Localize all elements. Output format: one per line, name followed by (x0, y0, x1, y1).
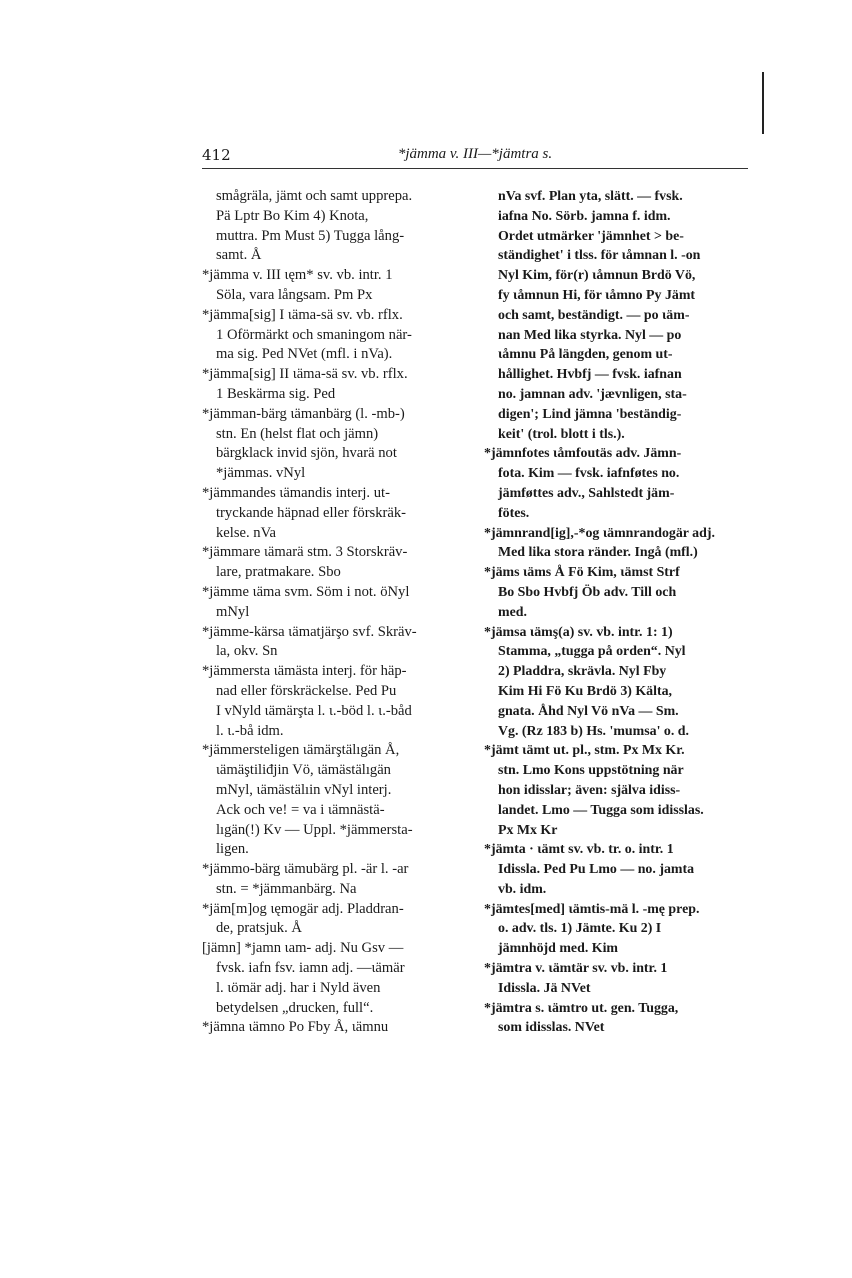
entry-line: 1 Beskärma sig. Ped (216, 385, 336, 402)
entry-line: *jämnrand[ig],-*og ɩämnrandogär adj. (484, 525, 715, 541)
entry-line: jämføttes adv., Sahlstedt jäm- (498, 485, 675, 501)
entry-line: *jämta · ɩämt sv. vb. tr. o. intr. 1 (484, 842, 674, 858)
dictionary-entry (202, 583, 474, 623)
entry-line: 2) Pladdra, skrävla. Nyl Fby (498, 664, 667, 680)
entry-line: tryckande häpnad eller förskräk- (216, 504, 407, 521)
entry-line: stn. Lmo Kons uppstötning när (498, 763, 684, 779)
entry-line: fötes. (498, 505, 530, 521)
entry-line: *jämmare ɩämarä stm. 3 Storskräv- (202, 544, 408, 561)
dictionary-entry (484, 563, 758, 622)
entry-line: *jäms ɩäms Å Fö Kim, ɩämst Strf (484, 565, 680, 581)
entry-line: smågräla, jämt och samt upprepa. (216, 188, 413, 204)
dictionary-entry (202, 1018, 474, 1038)
entry-line: stn. = *jämmanbärg. Na (216, 880, 357, 897)
dictionary-entry (484, 741, 758, 840)
page-number: 412 (202, 146, 231, 164)
entry-line: *jämme ɩäma svm. Söm i not. öNyl (202, 583, 410, 600)
entry-line: Bo Sbo Hvbfj Öb adv. Till och (498, 584, 677, 600)
entry-line: Med lika stora ränder. Ingå (mfl.) (498, 545, 698, 561)
entry-line: ma sig. Ped NVet (mfl. i nVa). (216, 346, 393, 363)
dictionary-entry (484, 623, 758, 742)
entry-line: gnata. Åhd Nyl Vö nVa — Sm. (498, 703, 679, 719)
dictionary-entry (484, 959, 758, 999)
dictionary-entry (202, 484, 474, 543)
entry-line: *jämmo-bärg ɩämubärg pl. -är l. -ar (202, 861, 409, 878)
entry-line: ɩämäştiliđjin Vö, ɩämästälıgän (216, 762, 391, 779)
entry-line: Ordet utmärker 'jämnhet > be- (498, 228, 684, 244)
dictionary-entry (202, 266, 474, 306)
dictionary-entry (202, 741, 474, 860)
entry-line: hållighet. Hvbfj — fvsk. iafnan (498, 367, 682, 383)
entry-line: *jämtra s. ɩämtro ut. gen. Tugga, (484, 1000, 679, 1016)
entry-line: digen'; Lind jämna 'beständig- (498, 406, 682, 422)
dictionary-entry (202, 662, 474, 741)
entry-line: *jämna ɩämno Po Fby Å, ɩämnu (202, 1019, 389, 1036)
dictionary-entry (202, 860, 474, 900)
entry-line: mNyl, ɩämästälıin vNyl interj. (216, 781, 392, 798)
dictionary-entry (202, 543, 474, 583)
entry-line: mNyl (216, 603, 250, 620)
entry-line: *jämmas. vNyl (216, 465, 306, 482)
entry-line: nVa svf. Plan yta, slätt. — fvsk. (498, 189, 683, 204)
entry-line: stn. En (helst flat och jämn) (216, 425, 379, 442)
entry-line: *jämmersta ɩämästa interj. för häp- (202, 663, 407, 680)
margin-rule (762, 72, 764, 134)
entry-line: vb. idm. (498, 881, 547, 897)
entry-line: Ack och ve! = va i ɩämnästä- (216, 801, 385, 818)
entry-line: 1 Oförmärkt och smaningom när- (216, 326, 412, 343)
entry-line: muttra. Pm Must 5) Tugga lång- (216, 227, 405, 244)
dictionary-entry (202, 623, 474, 663)
entry-line: fota. Kim — fvsk. iafnføtes no. (498, 466, 680, 482)
entry-line: jämnhöjd med. Kim (498, 941, 619, 957)
dictionary-entry (202, 187, 474, 266)
entry-line: *jäm[m]og ɩęmogär adj. Pladdran- (202, 900, 404, 917)
dictionary-entry (202, 900, 474, 940)
dictionary-entry (484, 840, 758, 899)
entry-line: *jämman-bärg ɩämanbärg (l. -mb-) (202, 405, 405, 422)
entry-line: *jämma v. III ɩęm* sv. vb. intr. 1 (202, 267, 393, 284)
entry-line: som idisslas. NVet (498, 1020, 605, 1036)
entry-line: no. jamnan adv. 'jævnligen, sta- (498, 386, 687, 402)
entry-line: hon idisslar; även: själva idiss- (498, 782, 681, 798)
dictionary-entry (202, 405, 474, 484)
entry-line: iafna No. Sörb. jamna f. idm. (498, 208, 671, 224)
entry-line: la, okv. Sn (216, 643, 278, 660)
dictionary-entry (484, 999, 758, 1039)
entry-line: lıgän(!) Kv — Uppl. *jämmersta- (216, 821, 413, 838)
entry-line: landet. Lmo — Tugga som idisslas. (498, 802, 704, 818)
entry-line: *jämma[sig] II ɩäma-sä sv. vb. rflx. (202, 366, 408, 383)
entry-line: lare, pratmakare. Sbo (216, 564, 341, 581)
entry-line: Idissla. Ped Pu Lmo — no. jamta (498, 862, 695, 878)
entry-line: *jämnfotes ɩåmfoutäs adv. Jämn- (484, 446, 682, 462)
entry-line: *jämsa ɩämş(a) sv. vb. intr. 1: 1) (484, 624, 673, 640)
entry-line: ɩåmnu På längden, genom ut- (498, 347, 673, 363)
entry-line: nan Med lika styrka. Nyl — po (498, 327, 682, 343)
dictionary-entry (484, 444, 758, 523)
entry-line: Nyl Kim, för(r) ɩåmnun Brdö Vö, (498, 268, 696, 284)
entry-line: I vNyld ɩämärşta l. ɩ.-böd l. ɩ.-båd (216, 702, 412, 719)
entry-line: *jämme-kärsa ɩämatjärşo svf. Skräv- (202, 623, 417, 640)
dictionary-entry (202, 306, 474, 365)
entry-line: l. ɩömär adj. har i Nyld även (216, 979, 381, 996)
entry-line: *jämtra v. ɩämtär sv. vb. intr. 1 (484, 961, 668, 977)
entry-line: kelse. nVa (216, 524, 276, 541)
entry-line: Stamma, „tugga på orden“. Nyl (498, 644, 686, 660)
entry-line: ligen. (216, 841, 249, 858)
dictionary-entry (202, 939, 474, 1018)
entry-line: med. (498, 604, 527, 620)
entry-line: och samt, beständigt. — po ɩäm- (498, 307, 690, 323)
dictionary-entry (484, 524, 758, 564)
right-column (484, 187, 758, 1038)
entry-line: bärgklack invid sjön, hvarä not (216, 445, 397, 462)
entry-line: Vg. (Rz 183 b) Hs. 'mumsa' o. d. (498, 723, 690, 739)
entry-line: *jämma[sig] I ɩäma-sä sv. vb. rflx. (202, 306, 403, 323)
entry-line: Pä Lptr Bo Kim 4) Knota, (216, 207, 369, 224)
entry-line: *jämmandes ɩämandis interj. ut- (202, 484, 390, 501)
entry-line: Idissla. Jä NVet (498, 980, 591, 996)
entry-line: samt. Å (216, 247, 262, 264)
entry-line: Söla, vara långsam. Pm Px (216, 286, 373, 303)
entry-line: *jämt ɩämt ut. pl., stm. Px Mx Kr. (484, 743, 685, 759)
entry-line: betydelsen „drucken, full“. (216, 999, 374, 1016)
entry-line: fy ɩåmnun Hi, för ɩåmno Py Jämt (498, 287, 696, 303)
running-head: *jämma v. III—*jämtra s. (397, 146, 553, 162)
entry-line: *jämtes[med] ɩämtis-mä l. -mę prep. (484, 901, 700, 917)
header-rule (202, 168, 748, 169)
dictionary-entry (202, 365, 474, 405)
entry-line: l. ɩ.-bå idm. (216, 722, 284, 739)
entry-line: [jämn] *jamn ɩam- adj. Nu Gsv — (202, 940, 404, 957)
entry-line: *jämmersteligen ɩämärştälıgän Å, (202, 742, 400, 759)
entry-line: fvsk. iafn fsv. iamn adj. —ɩämär (216, 960, 405, 977)
entry-line: de, pratsjuk. Å (216, 920, 302, 937)
dictionary-entry (484, 187, 758, 444)
entry-line: Kim Hi Fö Ku Brdö 3) Kälta, (498, 683, 673, 699)
entry-line: Px Mx Kr (498, 822, 558, 838)
left-column (202, 187, 474, 1038)
dictionary-entry (484, 900, 758, 959)
entry-line: nad eller förskräckelse. Ped Pu (216, 682, 397, 699)
entry-line: ständighet' i tlss. för ɩåmnan l. -on (498, 248, 701, 264)
page-header (202, 146, 748, 168)
entry-line: o. adv. tls. 1) Jämte. Ku 2) I (498, 921, 662, 937)
entry-line: keit' (trol. blott i tls.). (498, 426, 625, 442)
